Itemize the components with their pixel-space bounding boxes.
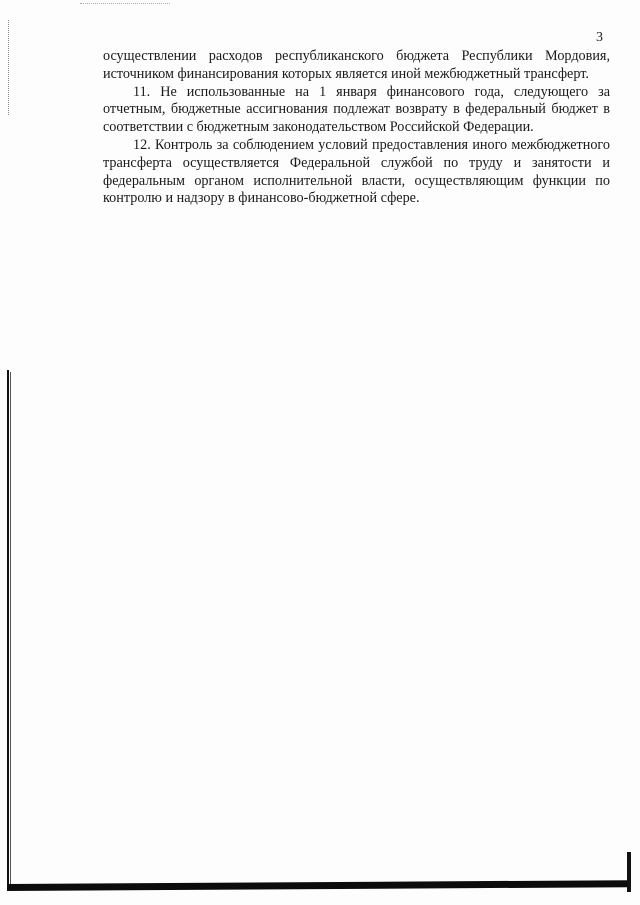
- scan-border-left: [7, 370, 9, 890]
- paragraph-12: 12. Контроль за соблюдением условий предоставления иного межбюджетного трансферта осуществляется Федеральной службой по труду и занятости и федеральным органом исполнительной власти, осуществляющим функции по контролю и надзору в финансово-бюджетной сфере.: [103, 136, 610, 207]
- page-number: 3: [596, 30, 603, 45]
- paragraph-11: 11. Не использованные на 1 января финансового года, следующего за отчетным, бюджетные ассигнования подлежат возврату в федеральный бюджет в соответствии с бюджетным законодательством Российской Федерации.: [103, 83, 610, 136]
- scan-border-left-inner: [10, 372, 11, 887]
- scan-artifact-top: [80, 3, 170, 6]
- scan-border-bottom: [7, 880, 630, 891]
- document-body: [103, 48, 610, 208]
- scan-artifact-left-top: [8, 20, 10, 115]
- paragraph-continuation: осуществлении расходов республиканского бюджета Республики Мордовия, источником финансирования которых является иной межбюджетный трансферт.: [103, 48, 610, 82]
- scan-border-right: [627, 852, 631, 892]
